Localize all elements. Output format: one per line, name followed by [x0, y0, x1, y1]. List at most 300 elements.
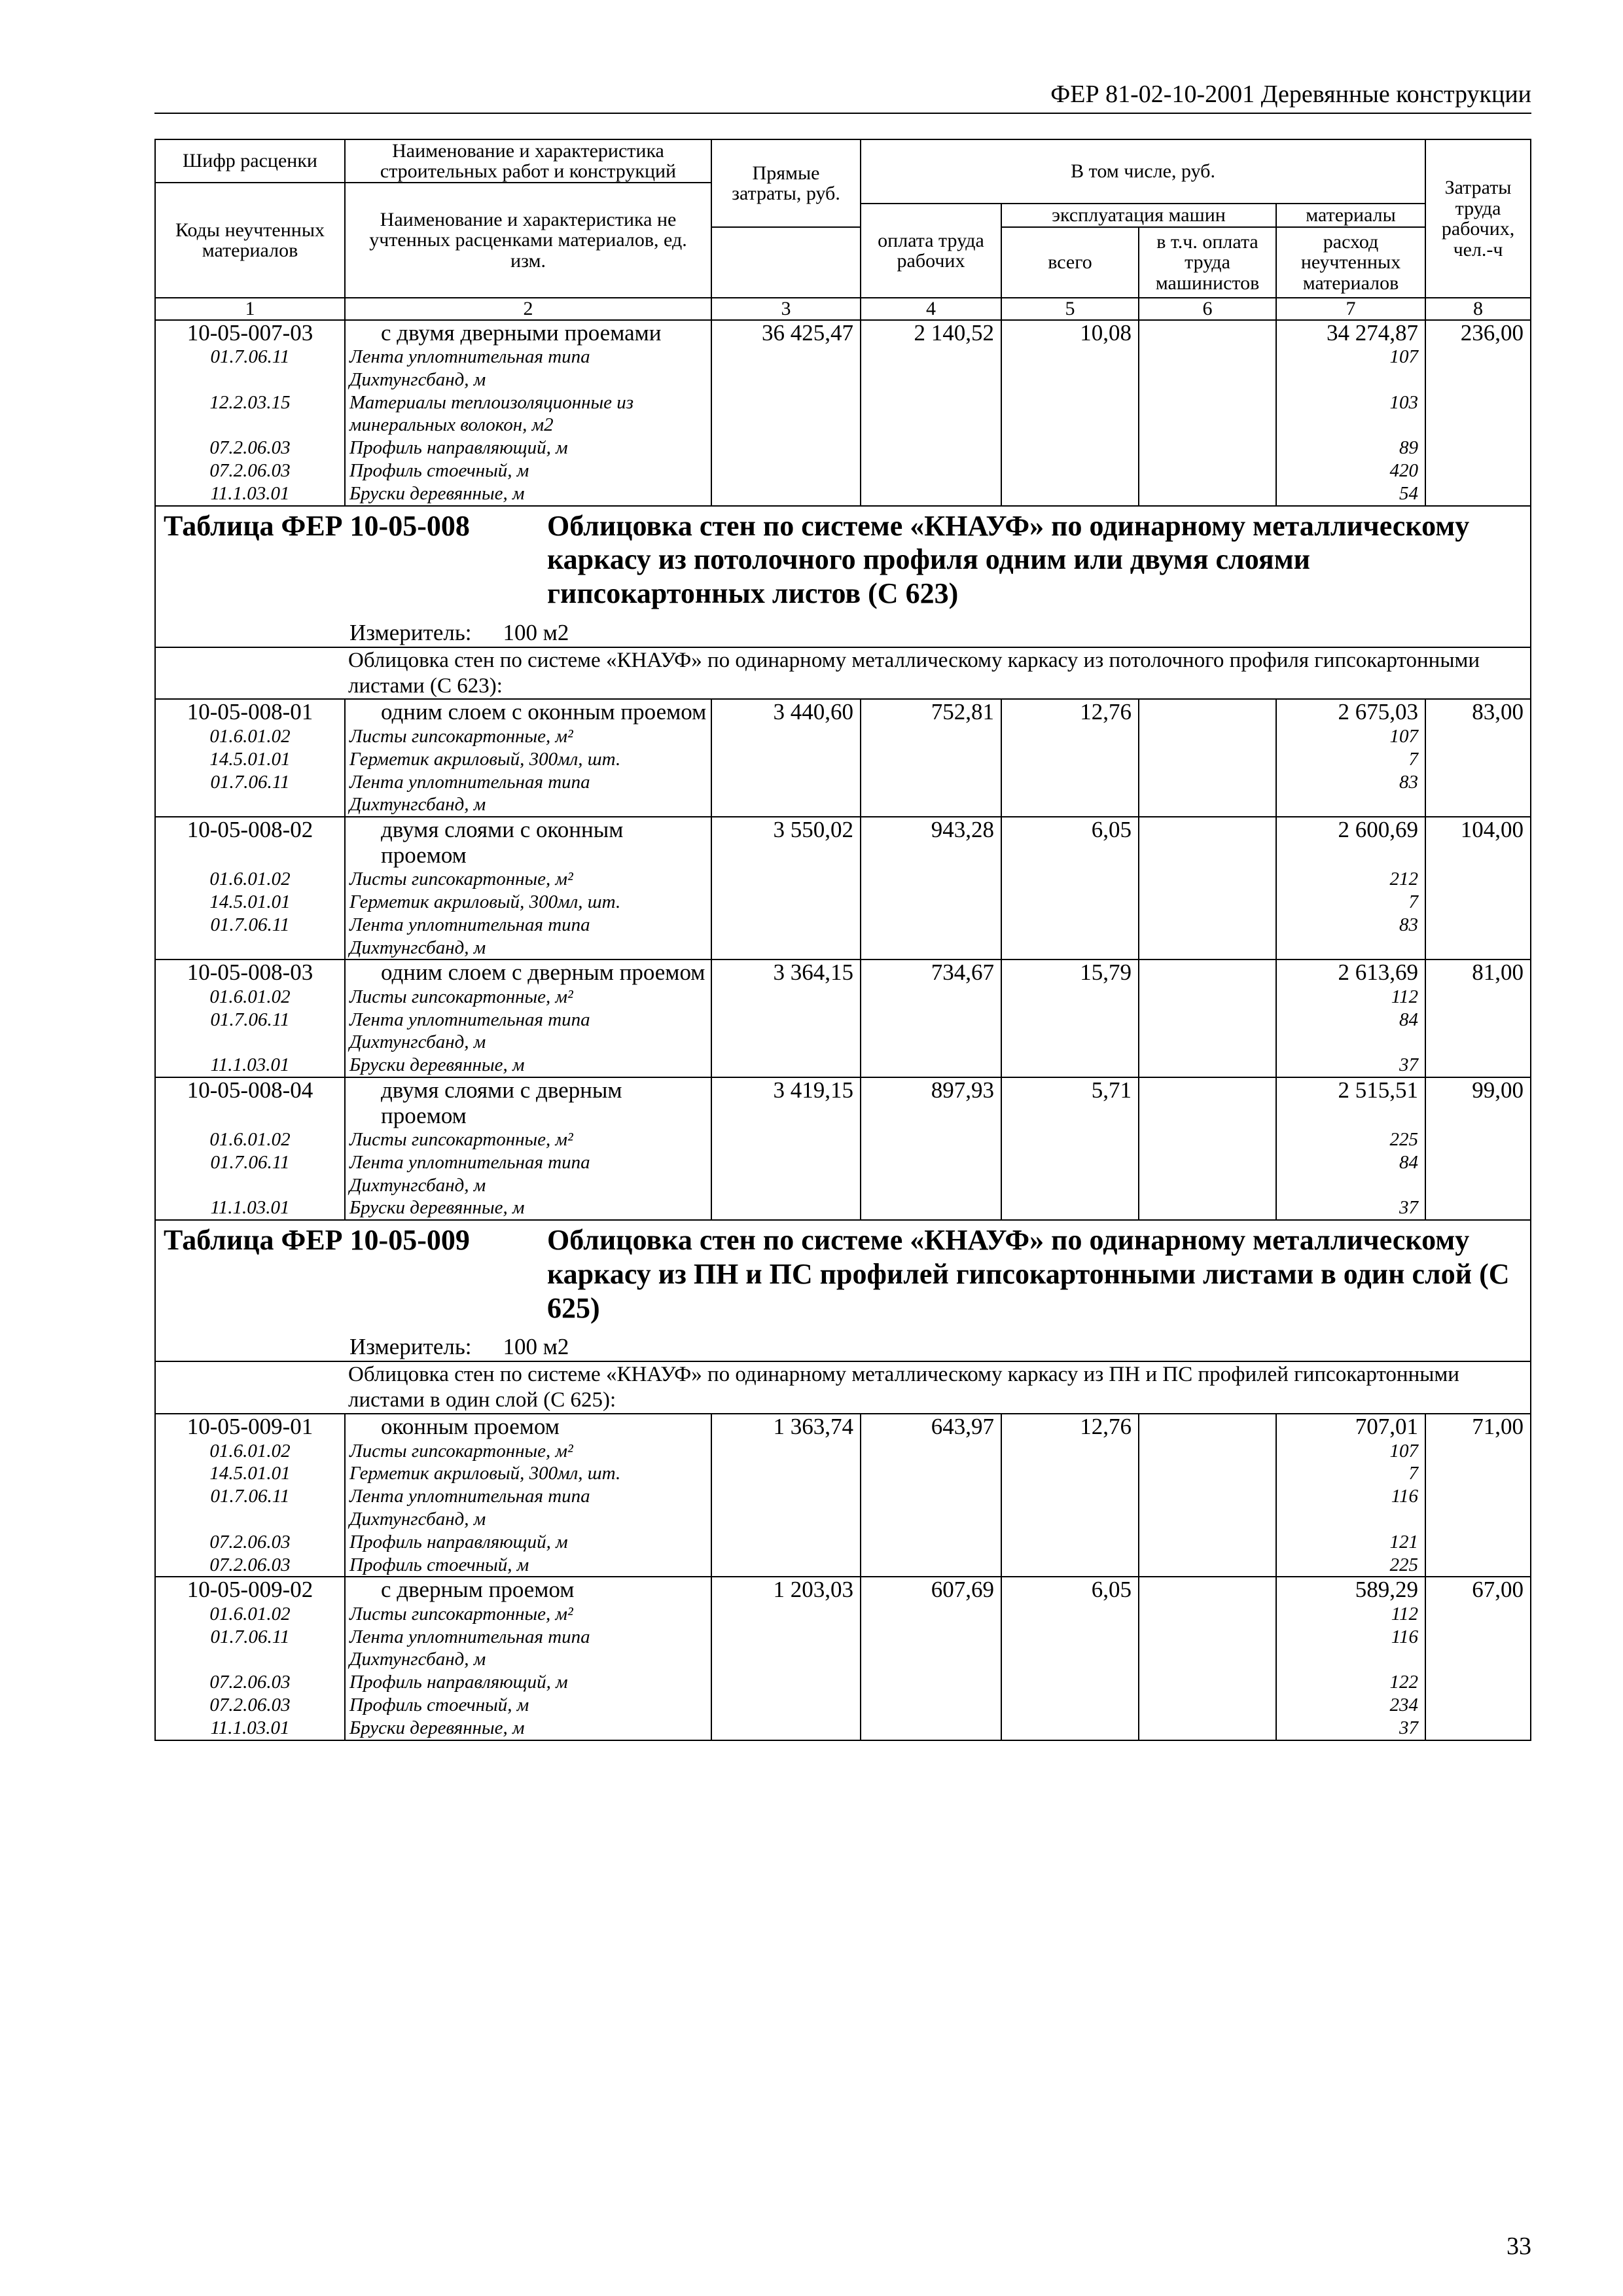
section-description: Облицовка стен по системе «КНАУФ» по одинарному металлическому каркасу из потолочного профиля гипсокартонными листами (С 623): — [155, 647, 1531, 700]
empty-cell — [1425, 1694, 1531, 1717]
material-row — [155, 986, 1531, 1009]
empty-cell — [1139, 437, 1276, 459]
material-qty: 234 — [1276, 1694, 1425, 1717]
labor-cost: 71,00 — [1425, 1414, 1531, 1440]
empty-cell — [1425, 771, 1531, 817]
material-code: 11.1.03.01 — [155, 1054, 345, 1077]
material-name: Бруски деревянные, м — [345, 1717, 711, 1740]
material-row — [155, 1671, 1531, 1694]
rates-table — [154, 139, 1531, 1741]
labor-cost: 104,00 — [1425, 817, 1531, 868]
material-row — [155, 1462, 1531, 1485]
col-name-top: Наименование и характеристика строительных работ и конструкций — [345, 139, 711, 183]
empty-cell — [1425, 1009, 1531, 1054]
empty-cell — [711, 1462, 861, 1485]
rate-code: 10-05-008-04 — [155, 1077, 345, 1128]
material-row — [155, 1626, 1531, 1672]
empty-cell — [1139, 1626, 1276, 1672]
empty-cell — [861, 1694, 1001, 1717]
material-name: Листы гипсокартонные, м² — [345, 1603, 711, 1626]
empty-cell — [1001, 1603, 1139, 1626]
material-code: 01.6.01.02 — [155, 986, 345, 1009]
empty-cell — [1001, 1671, 1139, 1694]
empty-cell — [1425, 1717, 1531, 1740]
empty-cell — [1001, 868, 1139, 891]
material-name: Бруски деревянные, м — [345, 1196, 711, 1220]
empty-cell — [861, 459, 1001, 482]
direct-cost: 3 364,15 — [711, 960, 861, 986]
empty-cell — [1139, 1485, 1276, 1531]
material-qty: 84 — [1276, 1009, 1425, 1054]
empty-cell — [711, 1128, 861, 1151]
material-code: 01.6.01.02 — [155, 1603, 345, 1626]
material-code: 01.6.01.02 — [155, 1128, 345, 1151]
rate-name: одним слоем с дверным проемом — [345, 960, 711, 986]
empty-cell — [1139, 868, 1276, 891]
empty-cell — [1001, 1626, 1139, 1672]
material-code: 07.2.06.03 — [155, 459, 345, 482]
material-code: 01.7.06.11 — [155, 914, 345, 960]
empty-cell — [1001, 1009, 1139, 1054]
material-qty: 37 — [1276, 1717, 1425, 1740]
empty-cell — [1139, 346, 1276, 391]
empty-cell — [861, 1054, 1001, 1077]
wages-cost: 643,97 — [861, 1414, 1001, 1440]
material-row — [155, 914, 1531, 960]
empty-cell — [1425, 1626, 1531, 1672]
col-number: 1 — [155, 298, 345, 320]
material-name: Бруски деревянные, м — [345, 482, 711, 506]
materials-cost: 589,29 — [1276, 1577, 1425, 1603]
empty-cell — [711, 748, 861, 771]
empty-cell — [1425, 1671, 1531, 1694]
empty-cell — [1425, 1151, 1531, 1197]
empty-cell — [1001, 482, 1139, 506]
rate-code: 10-05-008-03 — [155, 960, 345, 986]
material-code: 01.6.01.02 — [155, 725, 345, 748]
material-name: Лента уплотнительная типа Дихтунгсбанд, м — [345, 1626, 711, 1672]
table-body — [155, 320, 1531, 1740]
empty-cell — [861, 1485, 1001, 1531]
empty-cell — [1425, 891, 1531, 914]
rate-name: с двумя дверными проемами — [345, 320, 711, 346]
col-mach-wages: в т.ч. оплата труда машинистов — [1139, 227, 1276, 298]
empty-cell — [1425, 1531, 1531, 1554]
material-row — [155, 1717, 1531, 1740]
empty-cell — [711, 1554, 861, 1577]
col-labor: Затраты труда рабочих, чел.-ч — [1425, 139, 1531, 298]
empty-cell — [1425, 986, 1531, 1009]
empty-cell — [711, 725, 861, 748]
empty-cell — [1139, 891, 1276, 914]
empty-cell — [1001, 891, 1139, 914]
material-name: Профиль стоечный, м — [345, 1554, 711, 1577]
empty-cell — [711, 1440, 861, 1463]
empty-cell — [711, 459, 861, 482]
machinist-wages — [1139, 699, 1276, 725]
empty-cell — [1139, 771, 1276, 817]
empty-cell — [1425, 725, 1531, 748]
page-header — [154, 73, 1531, 114]
material-qty: 116 — [1276, 1485, 1425, 1531]
wages-cost: 752,81 — [861, 699, 1001, 725]
rate-row — [155, 320, 1531, 346]
direct-cost: 1 203,03 — [711, 1577, 861, 1603]
empty-cell — [861, 891, 1001, 914]
material-code: 07.2.06.03 — [155, 1554, 345, 1577]
empty-cell — [861, 1196, 1001, 1220]
empty-cell — [1001, 986, 1139, 1009]
material-qty: 121 — [1276, 1531, 1425, 1554]
empty-cell — [861, 1626, 1001, 1672]
material-qty: 112 — [1276, 1603, 1425, 1626]
table-header — [155, 139, 1531, 320]
material-name: Листы гипсокартонные, м² — [345, 986, 711, 1009]
material-qty: 7 — [1276, 748, 1425, 771]
material-qty: 420 — [1276, 459, 1425, 482]
direct-cost: 36 425,47 — [711, 320, 861, 346]
direct-cost: 3 419,15 — [711, 1077, 861, 1128]
table-meter — [349, 1333, 569, 1361]
machines-total: 5,71 — [1001, 1077, 1139, 1128]
empty-cell — [711, 1531, 861, 1554]
page-number: 33 — [1507, 2233, 1531, 2260]
empty-cell — [711, 914, 861, 960]
machinist-wages — [1139, 1577, 1276, 1603]
empty-cell — [1425, 1462, 1531, 1485]
table-heading-row — [155, 1220, 1531, 1361]
material-qty: 107 — [1276, 725, 1425, 748]
material-row — [155, 1009, 1531, 1054]
empty-cell — [1001, 725, 1139, 748]
empty-cell — [861, 1603, 1001, 1626]
table-title: Облицовка стен по системе «КНАУФ» по одинарному металлическому каркасу из ПН и ПС профилей гипсокартонными листами в один слой (С 625) — [547, 1224, 1510, 1325]
labor-cost: 67,00 — [1425, 1577, 1531, 1603]
rate-row — [155, 817, 1531, 868]
empty-cell — [711, 1626, 861, 1672]
col-mat-expense: расход неучтенных материалов — [1276, 227, 1425, 298]
empty-cell — [1139, 1196, 1276, 1220]
material-qty: 103 — [1276, 391, 1425, 437]
empty-cell — [861, 1128, 1001, 1151]
rate-row — [155, 960, 1531, 986]
material-row — [155, 1485, 1531, 1531]
material-code: 01.6.01.02 — [155, 1440, 345, 1463]
empty-cell — [1139, 748, 1276, 771]
empty-cell — [711, 1196, 861, 1220]
material-row — [155, 748, 1531, 771]
empty-cell — [1425, 459, 1531, 482]
empty-cell — [1001, 1554, 1139, 1577]
machines-total: 6,05 — [1001, 817, 1139, 868]
materials-cost: 2 600,69 — [1276, 817, 1425, 868]
material-name: Профиль направляющий, м — [345, 1531, 711, 1554]
material-qty: 116 — [1276, 1626, 1425, 1672]
material-code: 11.1.03.01 — [155, 1717, 345, 1740]
machines-total: 15,79 — [1001, 960, 1139, 986]
material-name: Листы гипсокартонные, м² — [345, 1128, 711, 1151]
table-title: Облицовка стен по системе «КНАУФ» по одинарному металлическому каркасу из потолочного профиля одним или двумя слоями гипсокартонных листов (С 623) — [547, 509, 1470, 610]
empty-cell — [861, 868, 1001, 891]
material-code: 11.1.03.01 — [155, 1196, 345, 1220]
empty-cell — [1001, 914, 1139, 960]
col-wages: оплата труда рабочих — [861, 204, 1001, 298]
empty-cell — [711, 1694, 861, 1717]
col-code-top: Шифр расценки — [155, 139, 345, 183]
empty-cell — [1425, 748, 1531, 771]
table-label: Таблица ФЕР 10-05-009 — [164, 1224, 470, 1257]
material-name: Листы гипсокартонные, м² — [345, 1440, 711, 1463]
empty-cell — [861, 1009, 1001, 1054]
empty-cell — [1001, 1440, 1139, 1463]
materials-cost: 2 675,03 — [1276, 699, 1425, 725]
material-code: 07.2.06.03 — [155, 437, 345, 459]
material-row — [155, 459, 1531, 482]
col-direct-cont — [711, 227, 861, 298]
labor-cost: 236,00 — [1425, 320, 1531, 346]
col-code-bottom: Коды неучтенных материалов — [155, 183, 345, 298]
empty-cell — [861, 1531, 1001, 1554]
empty-cell — [711, 1151, 861, 1197]
empty-cell — [1425, 914, 1531, 960]
materials-cost: 34 274,87 — [1276, 320, 1425, 346]
empty-cell — [711, 1054, 861, 1077]
material-name: Профиль направляющий, м — [345, 1671, 711, 1694]
material-code: 01.7.06.11 — [155, 1009, 345, 1054]
col-direct: Прямые затраты, руб. — [711, 139, 861, 227]
material-qty: 37 — [1276, 1196, 1425, 1220]
material-row — [155, 346, 1531, 391]
material-code: 01.7.06.11 — [155, 771, 345, 817]
rate-name: одним слоем с оконным проемом — [345, 699, 711, 725]
empty-cell — [1001, 459, 1139, 482]
meter-label: Измеритель: — [349, 619, 472, 645]
empty-cell — [861, 1440, 1001, 1463]
wages-cost: 2 140,52 — [861, 320, 1001, 346]
col-number: 4 — [861, 298, 1001, 320]
empty-cell — [861, 482, 1001, 506]
empty-cell — [861, 1462, 1001, 1485]
machinist-wages — [1139, 1414, 1276, 1440]
material-qty: 83 — [1276, 914, 1425, 960]
material-name: Лента уплотнительная типа Дихтунгсбанд, м — [345, 771, 711, 817]
table-heading — [155, 1220, 1531, 1361]
material-row — [155, 482, 1531, 506]
material-qty: 225 — [1276, 1554, 1425, 1577]
empty-cell — [1139, 1603, 1276, 1626]
empty-cell — [1425, 1603, 1531, 1626]
empty-cell — [1139, 1531, 1276, 1554]
direct-cost: 1 363,74 — [711, 1414, 861, 1440]
material-code: 14.5.01.01 — [155, 891, 345, 914]
material-row — [155, 437, 1531, 459]
empty-cell — [1425, 346, 1531, 391]
material-name: Лента уплотнительная типа Дихтунгсбанд, м — [345, 914, 711, 960]
empty-cell — [711, 1603, 861, 1626]
material-name: Герметик акриловый, 300мл, шт. — [345, 891, 711, 914]
material-name: Профиль стоечный, м — [345, 459, 711, 482]
empty-cell — [1139, 1128, 1276, 1151]
material-row — [155, 1440, 1531, 1463]
empty-cell — [711, 1717, 861, 1740]
wages-cost: 607,69 — [861, 1577, 1001, 1603]
machines-total: 6,05 — [1001, 1577, 1139, 1603]
labor-cost: 99,00 — [1425, 1077, 1531, 1128]
empty-cell — [711, 346, 861, 391]
rate-row — [155, 1414, 1531, 1440]
empty-cell — [1139, 391, 1276, 437]
rate-name: с дверным проемом — [345, 1577, 711, 1603]
material-row — [155, 891, 1531, 914]
material-qty: 83 — [1276, 771, 1425, 817]
empty-cell — [861, 1671, 1001, 1694]
material-qty: 54 — [1276, 482, 1425, 506]
empty-cell — [1425, 437, 1531, 459]
empty-cell — [711, 1009, 861, 1054]
empty-cell — [861, 346, 1001, 391]
empty-cell — [1139, 1009, 1276, 1054]
material-code: 12.2.03.15 — [155, 391, 345, 437]
empty-cell — [1425, 1054, 1531, 1077]
empty-cell — [861, 1717, 1001, 1740]
empty-cell — [1001, 1462, 1139, 1485]
rate-code: 10-05-008-02 — [155, 817, 345, 868]
empty-cell — [1001, 1485, 1139, 1531]
empty-cell — [1425, 1440, 1531, 1463]
empty-cell — [1139, 1671, 1276, 1694]
direct-cost: 3 550,02 — [711, 817, 861, 868]
rate-code: 10-05-009-01 — [155, 1414, 345, 1440]
material-row — [155, 1694, 1531, 1717]
material-qty: 122 — [1276, 1671, 1425, 1694]
rate-row — [155, 699, 1531, 725]
material-qty: 212 — [1276, 868, 1425, 891]
material-code: 01.7.06.11 — [155, 1151, 345, 1197]
material-row — [155, 1554, 1531, 1577]
empty-cell — [711, 891, 861, 914]
rate-code: 10-05-009-02 — [155, 1577, 345, 1603]
material-name: Листы гипсокартонные, м² — [345, 868, 711, 891]
empty-cell — [1139, 1054, 1276, 1077]
col-number: 6 — [1139, 298, 1276, 320]
materials-cost: 2 515,51 — [1276, 1077, 1425, 1128]
col-machines: эксплуатация машин — [1001, 204, 1276, 227]
empty-cell — [711, 391, 861, 437]
empty-cell — [1139, 459, 1276, 482]
material-row — [155, 391, 1531, 437]
material-row — [155, 1196, 1531, 1220]
material-qty: 84 — [1276, 1151, 1425, 1197]
material-row — [155, 771, 1531, 817]
material-qty: 37 — [1276, 1054, 1425, 1077]
empty-cell — [1139, 482, 1276, 506]
material-code: 01.7.06.11 — [155, 346, 345, 391]
empty-cell — [861, 914, 1001, 960]
material-qty: 107 — [1276, 1440, 1425, 1463]
col-number: 3 — [711, 298, 861, 320]
material-qty: 7 — [1276, 1462, 1425, 1485]
empty-cell — [711, 482, 861, 506]
material-name: Лента уплотнительная типа Дихтунгсбанд, м — [345, 1485, 711, 1531]
material-code: 14.5.01.01 — [155, 748, 345, 771]
empty-cell — [1139, 1151, 1276, 1197]
col-materials: материалы — [1276, 204, 1425, 227]
empty-cell — [1001, 1054, 1139, 1077]
empty-cell — [1425, 391, 1531, 437]
empty-cell — [1139, 1717, 1276, 1740]
empty-cell — [1139, 986, 1276, 1009]
material-qty: 107 — [1276, 346, 1425, 391]
col-number: 5 — [1001, 298, 1139, 320]
table-meter — [349, 619, 569, 647]
material-code: 14.5.01.01 — [155, 1462, 345, 1485]
rate-name: оконным проемом — [345, 1414, 711, 1440]
empty-cell — [711, 868, 861, 891]
empty-cell — [861, 771, 1001, 817]
empty-cell — [1001, 346, 1139, 391]
machinist-wages — [1139, 1077, 1276, 1128]
section-description-row — [155, 1361, 1531, 1414]
rate-row — [155, 1077, 1531, 1128]
material-row — [155, 725, 1531, 748]
table-heading — [155, 506, 1531, 647]
material-name: Бруски деревянные, м — [345, 1054, 711, 1077]
material-name: Материалы теплоизоляционные из минеральных волокон, м2 — [345, 391, 711, 437]
empty-cell — [1001, 391, 1139, 437]
column-numbers — [155, 298, 1531, 320]
labor-cost: 83,00 — [1425, 699, 1531, 725]
machines-total: 12,76 — [1001, 1414, 1139, 1440]
empty-cell — [861, 748, 1001, 771]
empty-cell — [711, 1485, 861, 1531]
wages-cost: 734,67 — [861, 960, 1001, 986]
material-qty: 7 — [1276, 891, 1425, 914]
empty-cell — [1001, 437, 1139, 459]
empty-cell — [1425, 1554, 1531, 1577]
empty-cell — [1001, 1531, 1139, 1554]
empty-cell — [861, 391, 1001, 437]
material-code: 11.1.03.01 — [155, 482, 345, 506]
material-code: 07.2.06.03 — [155, 1531, 345, 1554]
meter-value: 100 м2 — [503, 1334, 569, 1360]
col-number: 7 — [1276, 298, 1425, 320]
labor-cost: 81,00 — [1425, 960, 1531, 986]
material-name: Профиль стоечный, м — [345, 1694, 711, 1717]
material-name: Герметик акриловый, 300мл, шт. — [345, 1462, 711, 1485]
table-heading-row — [155, 506, 1531, 647]
material-code: 07.2.06.03 — [155, 1694, 345, 1717]
rate-code: 10-05-008-01 — [155, 699, 345, 725]
empty-cell — [1139, 914, 1276, 960]
materials-cost: 707,01 — [1276, 1414, 1425, 1440]
rate-code: 10-05-007-03 — [155, 320, 345, 346]
empty-cell — [1139, 1462, 1276, 1485]
machinist-wages — [1139, 320, 1276, 346]
empty-cell — [1425, 1485, 1531, 1531]
material-name: Герметик акриловый, 300мл, шт. — [345, 748, 711, 771]
col-incl: В том числе, руб. — [861, 139, 1425, 204]
empty-cell — [1001, 771, 1139, 817]
empty-cell — [1139, 1554, 1276, 1577]
rate-row — [155, 1577, 1531, 1603]
col-name-bottom: Наименование и характеристика не учтенных расценками материалов, ед. изм. — [345, 183, 711, 298]
empty-cell — [861, 1554, 1001, 1577]
section-description: Облицовка стен по системе «КНАУФ» по одинарному металлическому каркасу из ПН и ПС профилей гипсокартонными листами в один слой (С 625): — [155, 1361, 1531, 1414]
material-row — [155, 1531, 1531, 1554]
material-name: Профиль направляющий, м — [345, 437, 711, 459]
machines-total: 12,76 — [1001, 699, 1139, 725]
material-name: Лента уплотнительная типа Дихтунгсбанд, м — [345, 1151, 711, 1197]
